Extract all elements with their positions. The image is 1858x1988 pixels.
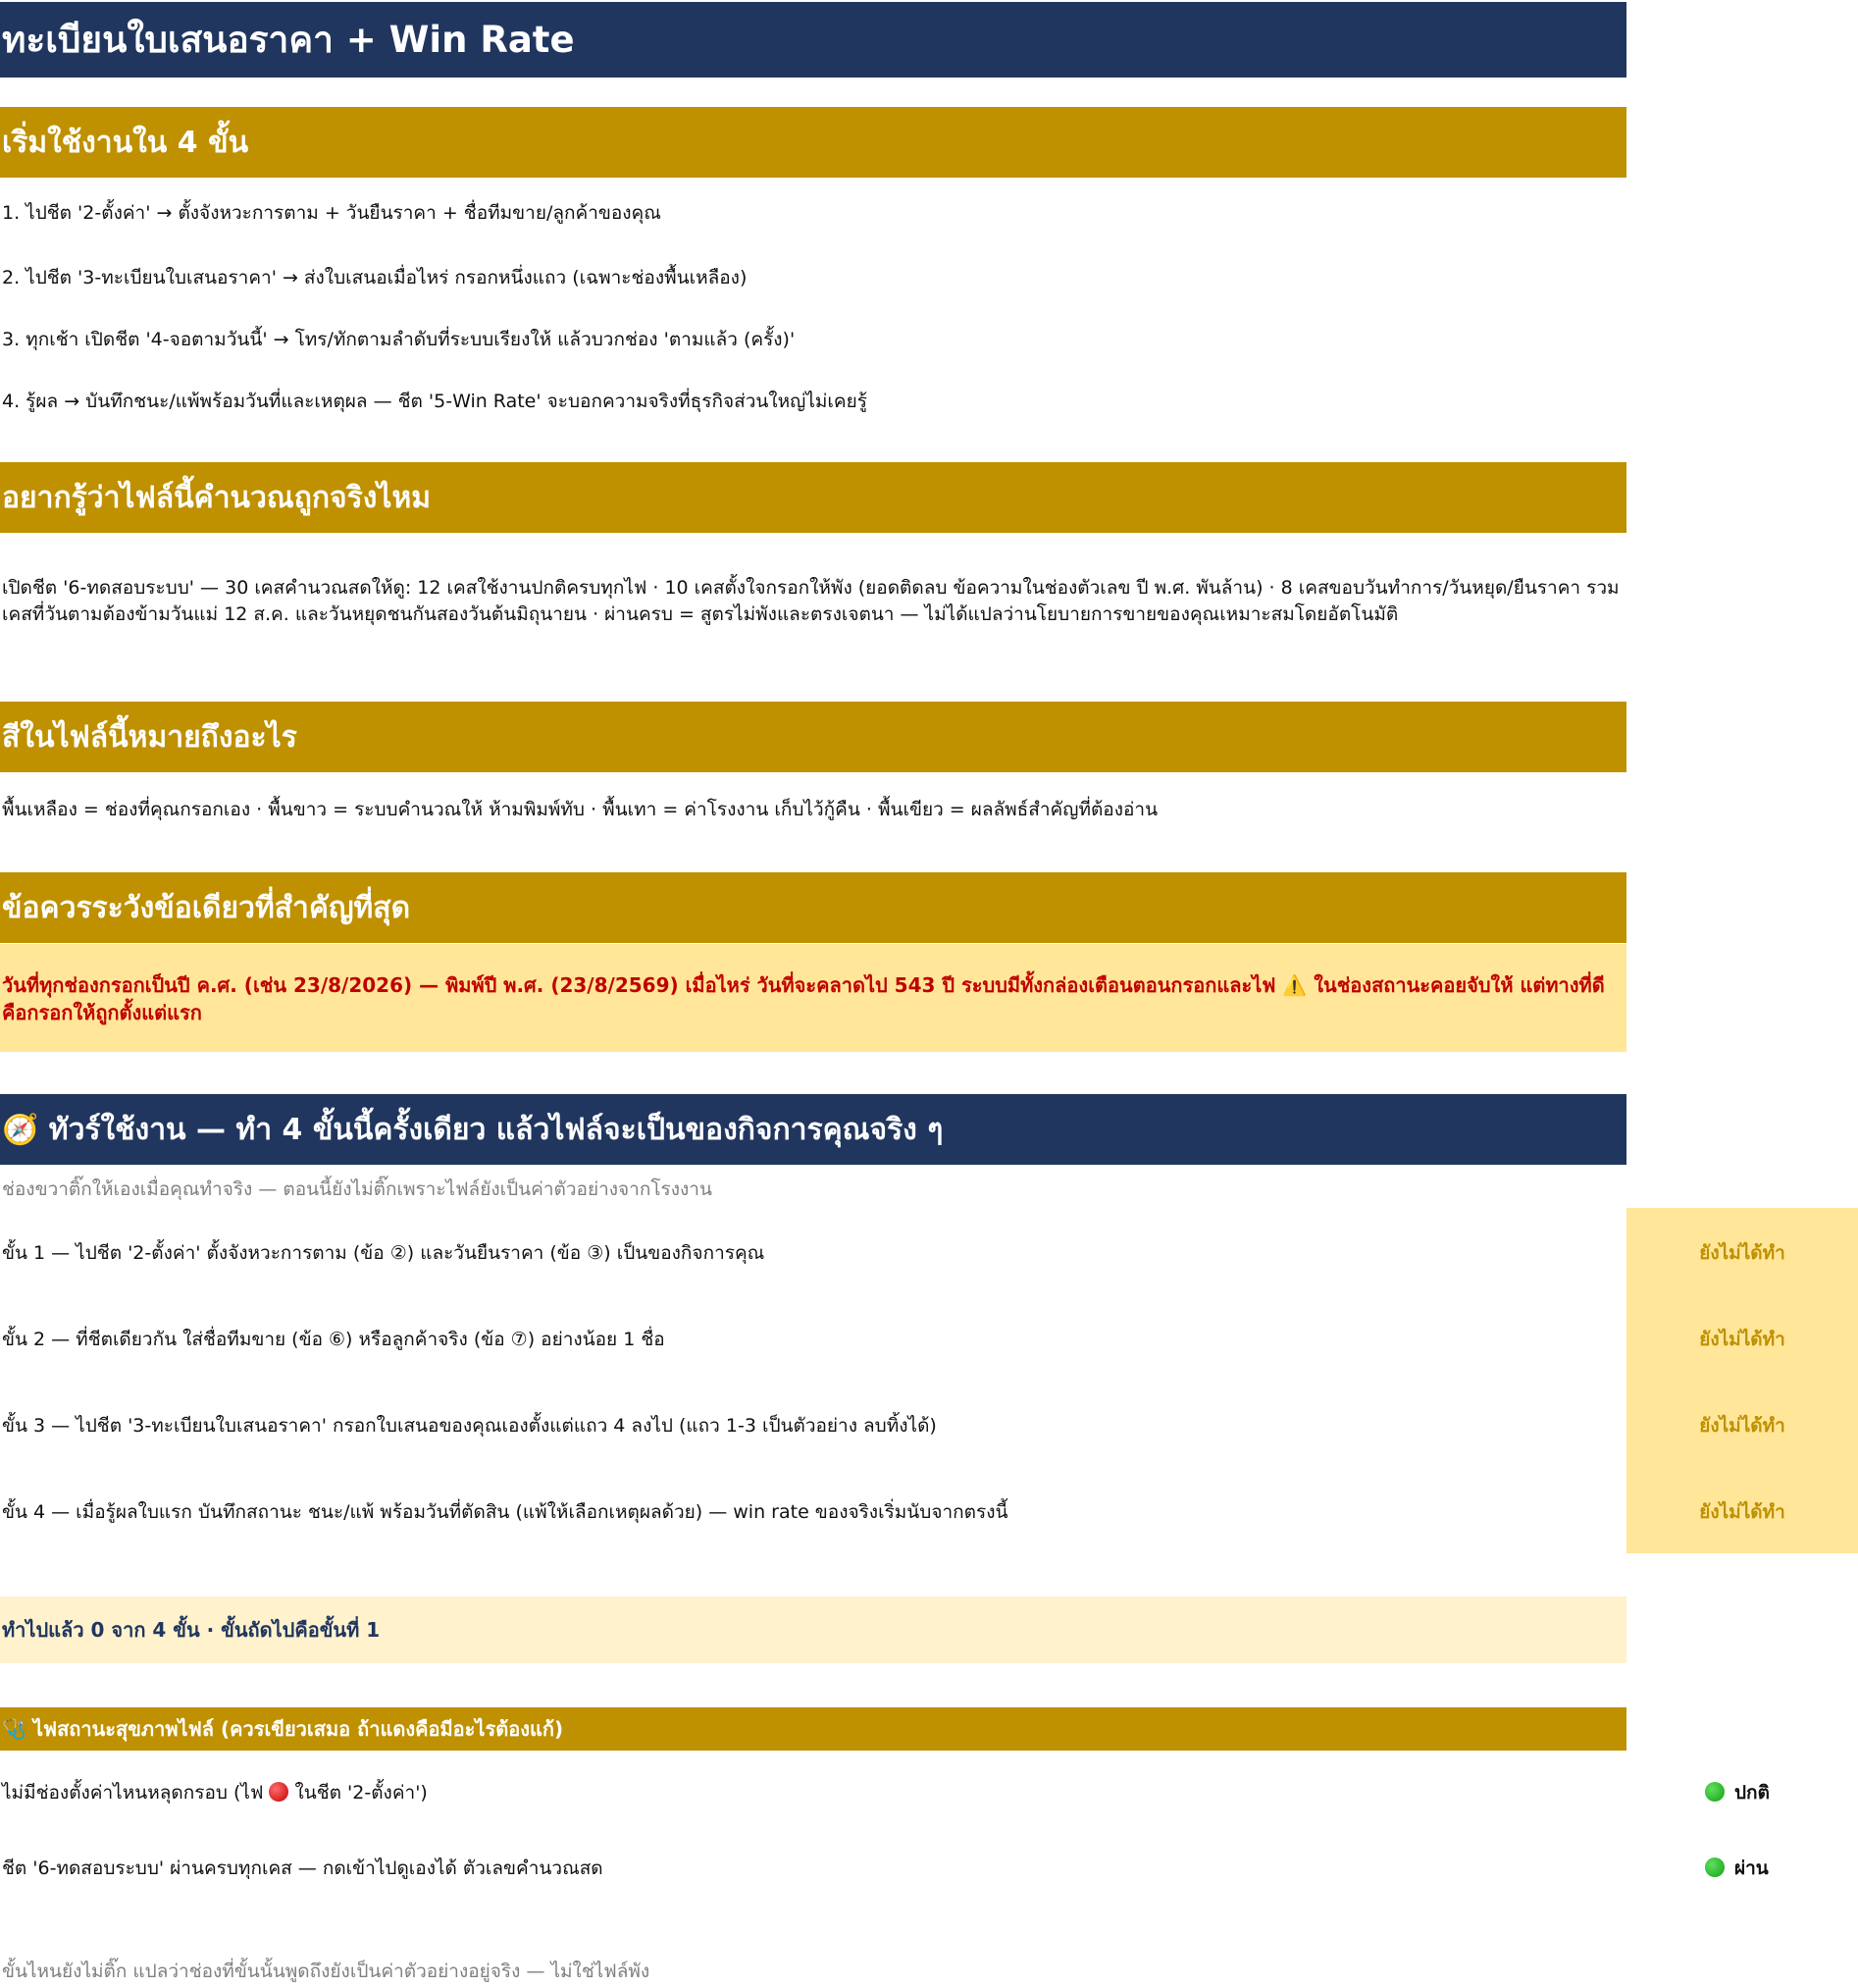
verify-heading: [0, 462, 1626, 533]
quickstart-step-4: 4. รู้ผล → บันทึกชนะ/แพ้พร้อมวันที่และเหตุผล — ชีต '5-Win Rate' จะบอกความจริงที่ธุรกิจส่วนใหญ่ไม่เคยรู้: [2, 391, 867, 412]
caution-heading: [0, 872, 1626, 943]
health-row-tests: ชีต '6-ทดสอบระบบ' ผ่านครบทุกเคส — กดเข้าไปดูเองได้ ตัวเลขคำนวณสด: [2, 1857, 603, 1879]
page-title: [0, 2, 1626, 78]
compass-icon: 🧭 ทัวร์ใช้งาน — ทำ 4 ขั้นนี้ครั้งเดียว แล้วไฟล์จะเป็นของกิจการคุณจริง ๆ: [2, 1112, 944, 1147]
colors-heading: [0, 702, 1626, 772]
tour-step-3: ขั้น 3 — ไปชีต '3-ทะเบียนใบเสนอราคา' กรอกใบเสนอของคุณเองตั้งแต่แถว 4 ลงไป (แถว 1-3 เป็นตัวอย่าง ลบทิ้งได้): [2, 1415, 937, 1437]
red-light-icon: [269, 1782, 288, 1802]
tour-step-1: ขั้น 1 — ไปชีต '2-ตั้งค่า' ตั้งจังหวะการตาม (ข้อ ②) และวันยืนราคา (ข้อ ③) เป็นของกิจการคุณ: [2, 1242, 765, 1264]
health-heading: [0, 1707, 1626, 1751]
tour-step-1-status: ยังไม่ได้ทำ: [1699, 1242, 1785, 1264]
health-row-settings-status: [1705, 1778, 1770, 1807]
tour-step-4-status: ยังไม่ได้ทำ: [1699, 1501, 1785, 1523]
tour-step-2: ขั้น 2 — ที่ชีตเดียวกัน ใส่ชื่อทีมขาย (ข้อ ⑥) หรือลูกค้าจริง (ข้อ ⑦) อย่างน้อย 1 ชื่อ: [2, 1329, 665, 1350]
caution-heading-text: ข้อควรระวังข้อเดียวที่สำคัญที่สุด: [2, 890, 411, 925]
quickstart-step-2: 2. ไปชีต '3-ทะเบียนใบเสนอราคา' → ส่งใบเสนอเมื่อไหร่ กรอกหนึ่งแถว (เฉพาะช่องพื้นเหลือง): [2, 267, 748, 288]
tour-step-3-status: ยังไม่ได้ทำ: [1699, 1415, 1785, 1437]
tour-step-2-status: ยังไม่ได้ทำ: [1699, 1329, 1785, 1350]
quickstart-heading-text: เริ่มใช้งานใน 4 ขั้น: [2, 125, 249, 160]
colors-legend-text: พื้นเหลือง = ช่องที่คุณกรอกเอง · พื้นขาว = ระบบคำนวณให้ ห้ามพิมพ์ทับ · พื้นเทา = ค่าโรงงาน เก็บไว้กู้คืน · พื้นเขียว = ผลลัพธ์สำคัญที่ต้องอ่าน: [2, 799, 1159, 820]
caution-text: วันที่ทุกช่องกรอกเป็นปี ค.ศ. (เช่น 23/8/2026) — พิมพ์ปี พ.ศ. (23/8/2569) เมื่อไหร่ วันที่จะคลาดไป 543 ปี ระบบมีทั้งกล่องเตือนตอนกรอกและไฟ ⚠️ ในช่องสถานะคอยจับให้ แต่ทางที่ดีคือกรอกให้ถูกตั้งแต่แรก: [2, 973, 1605, 1024]
page-title-text: ทะเบียนใบเสนอราคา + Win Rate: [2, 19, 575, 61]
green-light-icon: [1705, 1782, 1725, 1802]
quickstart-heading: [0, 107, 1626, 178]
tour-heading: [0, 1094, 1626, 1165]
quickstart-step-3: 3. ทุกเช้า เปิดชีต '4-จอตามวันนี้' → โทร/ทักตามลำดับที่ระบบเรียงให้ แล้วบวกช่อง 'ตามแล้ว (ครั้ง)': [2, 329, 796, 350]
green-light-icon: [1705, 1857, 1725, 1877]
quickstart-step-1: 1. ไปชีต '2-ตั้งค่า' → ตั้งจังหวะการตาม + วันยืนราคา + ชื่อทีมขาย/ลูกค้าของคุณ: [2, 202, 661, 224]
verify-text: เปิดชีต '6-ทดสอบระบบ' — 30 เคสคำนวณสดให้ดู: 12 เคสใช้งานปกติครบทุกไฟ · 10 เคสตั้งใจกรอกให้พัง (ยอดติดลบ ข้อความในช่องตัวเลข ปี พ.ศ. พันล้าน) · 8 เคสขอบวันทำการ/วันหยุด/ยืนราคา รวมเคสที่วันตามต้องข้ามวันแม่ 12 ส.ค. และวันหยุดชนกันสองวันต้นมิถุนายน · ผ่านครบ = สูตรไม่พังและตรงเจตนา — ไม่ได้แปลว่านโยบายการขายของคุณเหมาะสมโดยอัตโนมัติ: [2, 577, 1620, 625]
tour-note: ช่องขวาติ๊กให้เองเมื่อคุณทำจริง — ตอนนี้ยังไม่ติ๊กเพราะไฟล์ยังเป็นค่าตัวอย่างจากโรงงาน: [2, 1178, 712, 1200]
tour-step-4: ขั้น 4 — เมื่อรู้ผลใบแรก บันทึกสถานะ ชนะ/แพ้ พร้อมวันที่ตัดสิน (แพ้ให้เลือกเหตุผลด้วย) — win rate ของจริงเริ่มนับจากตรงนี้: [2, 1501, 1008, 1523]
health-row-settings-before: ไม่มีช่องตั้งค่าไหนหลุดกรอบ (ไฟ: [2, 1782, 270, 1804]
health-row-settings-after: ในชีต '2-ตั้งค่า'): [288, 1782, 428, 1804]
health-row-settings: [2, 1778, 428, 1807]
health-row-tests-status: [1705, 1854, 1769, 1883]
health-row-tests-status-text: ผ่าน: [1734, 1857, 1769, 1879]
colors-heading-text: สีในไฟล์นี้หมายถึงอะไร: [2, 719, 297, 755]
caution-box: [0, 944, 1626, 1052]
tour-progress: [0, 1596, 1626, 1663]
stethoscope-icon: 🩺 ไฟสถานะสุขภาพไฟล์ (ควรเขียวเสมอ ถ้าแดงคือมีอะไรต้องแก้): [2, 1717, 564, 1741]
verify-heading-text: อยากรู้ว่าไฟล์นี้คำนวณถูกจริงไหม: [2, 480, 432, 515]
health-footnote: ขั้นไหนยังไม่ติ๊ก แปลว่าช่องที่ขั้นนั้นพูดถึงยังเป็นค่าตัวอย่างอยู่จริง — ไม่ใช่ไฟล์พัง: [2, 1961, 650, 1982]
health-row-settings-status-text: ปกติ: [1734, 1782, 1770, 1804]
tour-progress-text: ทำไปแล้ว 0 จาก 4 ขั้น · ขั้นถัดไปคือขั้นที่ 1: [2, 1618, 381, 1642]
